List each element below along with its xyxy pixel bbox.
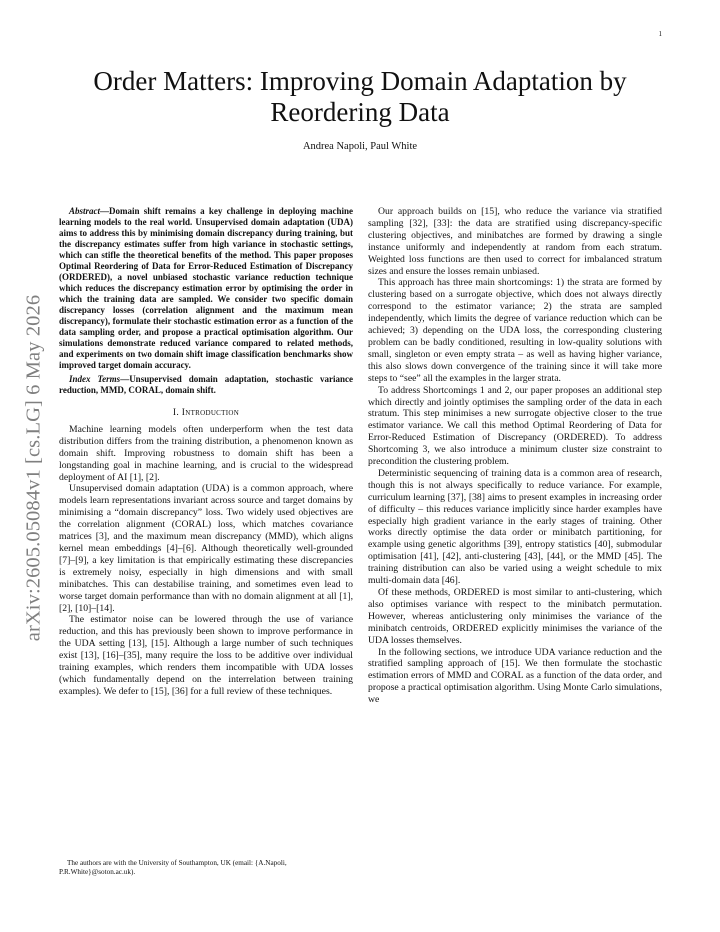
- index-terms-label: Index Terms: [69, 374, 121, 384]
- index-terms-paragraph: [59, 374, 353, 396]
- right-paragraph-2: This approach has three main shortcomings: 1) the strata are formed by clustering based on a surrogate objective, which does not always directly correspond to the estimator variance; 2) the strata are sampled independently, which limits the degree of variance reduction which can be achieved; 3) depending on the UDA loss, the corresponding clustering problem can be badly conditioned, resulting in low-quality solutions with small, singleton or even empty strata – as well as having higher variance, this also slows down convergence of the training since it will take more steps to “see” all the examples in the larger strata.: [368, 277, 662, 384]
- intro-paragraph-3: The estimator noise can be lowered through the use of variance reduction, and this has previously been shown to improve performance in the UDA setting [13], [15]. Although a large number of such techniques exist [13], [16]–[35], many require the loss to be additive over individual training examples, which renders them incompatible with UDA losses (which fundamentally depend on the interrelation between training examples). We defer to [15], [36] for a full review of these techniques.: [59, 614, 353, 697]
- right-column: [368, 206, 662, 706]
- abstract-text: Domain shift remains a key challenge in deploying machine learning models to the real world. Unsupervised domain adaptation (UDA) aims to address this by minimising domain discrepancy during training, but the discrepancy estimates suffer from high variance in stochastic settings, which can stifle the theoretical benefits of the method. This paper proposes Optimal Reordering of Data for Error-Reduced Estimation of Discrepancy (ORDERED), a novel unbiased stochastic variance reduction technique which reduces the discrepancy estimation error by optimising the order in which the training data are sampled. We consider two specific domain discrepancy losses (correlation alignment and the maximum mean discrepancy), formulate their stochastic estimation error as a function of the data sampling order, and propose a practical optimisation algorithm. Our simulations demonstrate reduced variance compared to related methods, and experiments on two domain shift image classification benchmarks show improved target domain accuracy.: [59, 206, 353, 370]
- right-paragraph-4: Deterministic sequencing of training data is a common area of research, though this is not always specifically to reduce variance. For example, curriculum learning [37], [38] aims to present examples in increasing order of difficulty – this reduces variance implicitly since harder examples have especially high gradient variance in the early stages of training. Other works directly optimise the data order or minibatch partitioning, for example using genetic algorithms [39], entropy statistics [40], submodular optimisation [41], [42], anti-clustering [43], [44], or the MMD [45]. The training distribution can also be varied using a weight schedule to mix multi-domain data [46].: [368, 467, 662, 587]
- arxiv-identifier-margin: [6, 248, 62, 688]
- page-number: 1: [658, 30, 662, 38]
- section-number: I.: [172, 408, 182, 418]
- intro-paragraph-1: Machine learning models often underperform when the test data distribution differs from the training distribution, a phenomenon known as domain shift. Improving robustness to domain shift has been a longstanding goal in machine learning, and is crucial to the widespread deployment of AI [1], [2].: [59, 423, 353, 483]
- section-heading-introduction: [59, 408, 353, 420]
- right-paragraph-5: Of these methods, ORDERED is most similar to anti-clustering, which also optimises variance with respect to the minibatch permutation. However, whereas anticlustering only minimises the variance of the minibatch centroids, ORDERED explicitly minimises the variance of the UDA losses themselves.: [368, 587, 662, 646]
- section-title: Introduction: [181, 408, 240, 418]
- paper-title: Order Matters: Improving Domain Adaptation by Reordering Data: [93, 66, 627, 127]
- left-column: [59, 206, 353, 698]
- abstract-paragraph: [59, 206, 353, 371]
- right-paragraph-6: In the following sections, we introduce UDA variance reduction and the stratified sampling approach of [15]. We then formulate the stochastic estimation errors of MMD and CORAL as a function of the data order, and propose a practical optimisation algorithm. Using Monte Carlo simulations, we: [368, 646, 662, 706]
- right-paragraph-1: Our approach builds on [15], who reduce the variance via stratified sampling [32], [33]: the data are stratified using discrepancy-specific clustering objectives, and minibatches are formed by drawing a single instance uniformly and independently at random from each stratum. Weighted loss functions are then used to correct for imbalanced stratum sizes and ensure the losses remain unbiased.: [368, 206, 662, 277]
- author-footnote: The authors are with the University of Southampton, UK (email: {A.Napoli, P.R.White}@soton.ac.uk).: [59, 859, 287, 876]
- index-terms-dash: —: [120, 374, 130, 384]
- abstract-label: Abstract: [69, 206, 101, 216]
- index-terms-text: Unsupervised domain adaptation, stochastic variance reduction, MMD, CORAL, domain shift.: [59, 374, 353, 395]
- abstract-dash: —: [100, 206, 110, 216]
- arxiv-identifier: arXiv:2605.05084v1 [cs.LG] 6 May 2026: [22, 294, 45, 642]
- paper-authors: Andrea Napoli, Paul White: [302, 141, 418, 152]
- right-paragraph-3: To address Shortcomings 1 and 2, our paper proposes an additional step which directly and jointly optimises the sampling order of the data in each stratum. This step minimises a new surrogate objective closer to the true estimator variance. We call this method Optimal Reordering of Data for Error-Reduced Estimation of Discrepancy (ORDERED). To address Shortcoming 3, we also introduce a minimum cluster size constraint to precondition the clustering problem.: [368, 384, 662, 468]
- index-terms: [59, 374, 353, 396]
- intro-paragraph-2: Unsupervised domain adaptation (UDA) is a common approach, where models learn representations invariant across source and target domains by minimising a “domain discrepancy” loss. Two widely used objectives are the correlation alignment (CORAL) loss, which matches covariance matrices [3], and the maximum mean discrepancy (MMD), which aligns kernel mean embeddings [4]–[6]. Although theoretically well-grounded [7]–[9], a key limitation is that empirically estimating these discrepancies is extremely noisy, especially in high dimensions and with small minibatches. This can destabilise training, and sometimes even lead to worse target domain performance than with no domain alignment at all [1], [2], [10]–[14].: [59, 483, 353, 614]
- abstract: [59, 206, 353, 371]
